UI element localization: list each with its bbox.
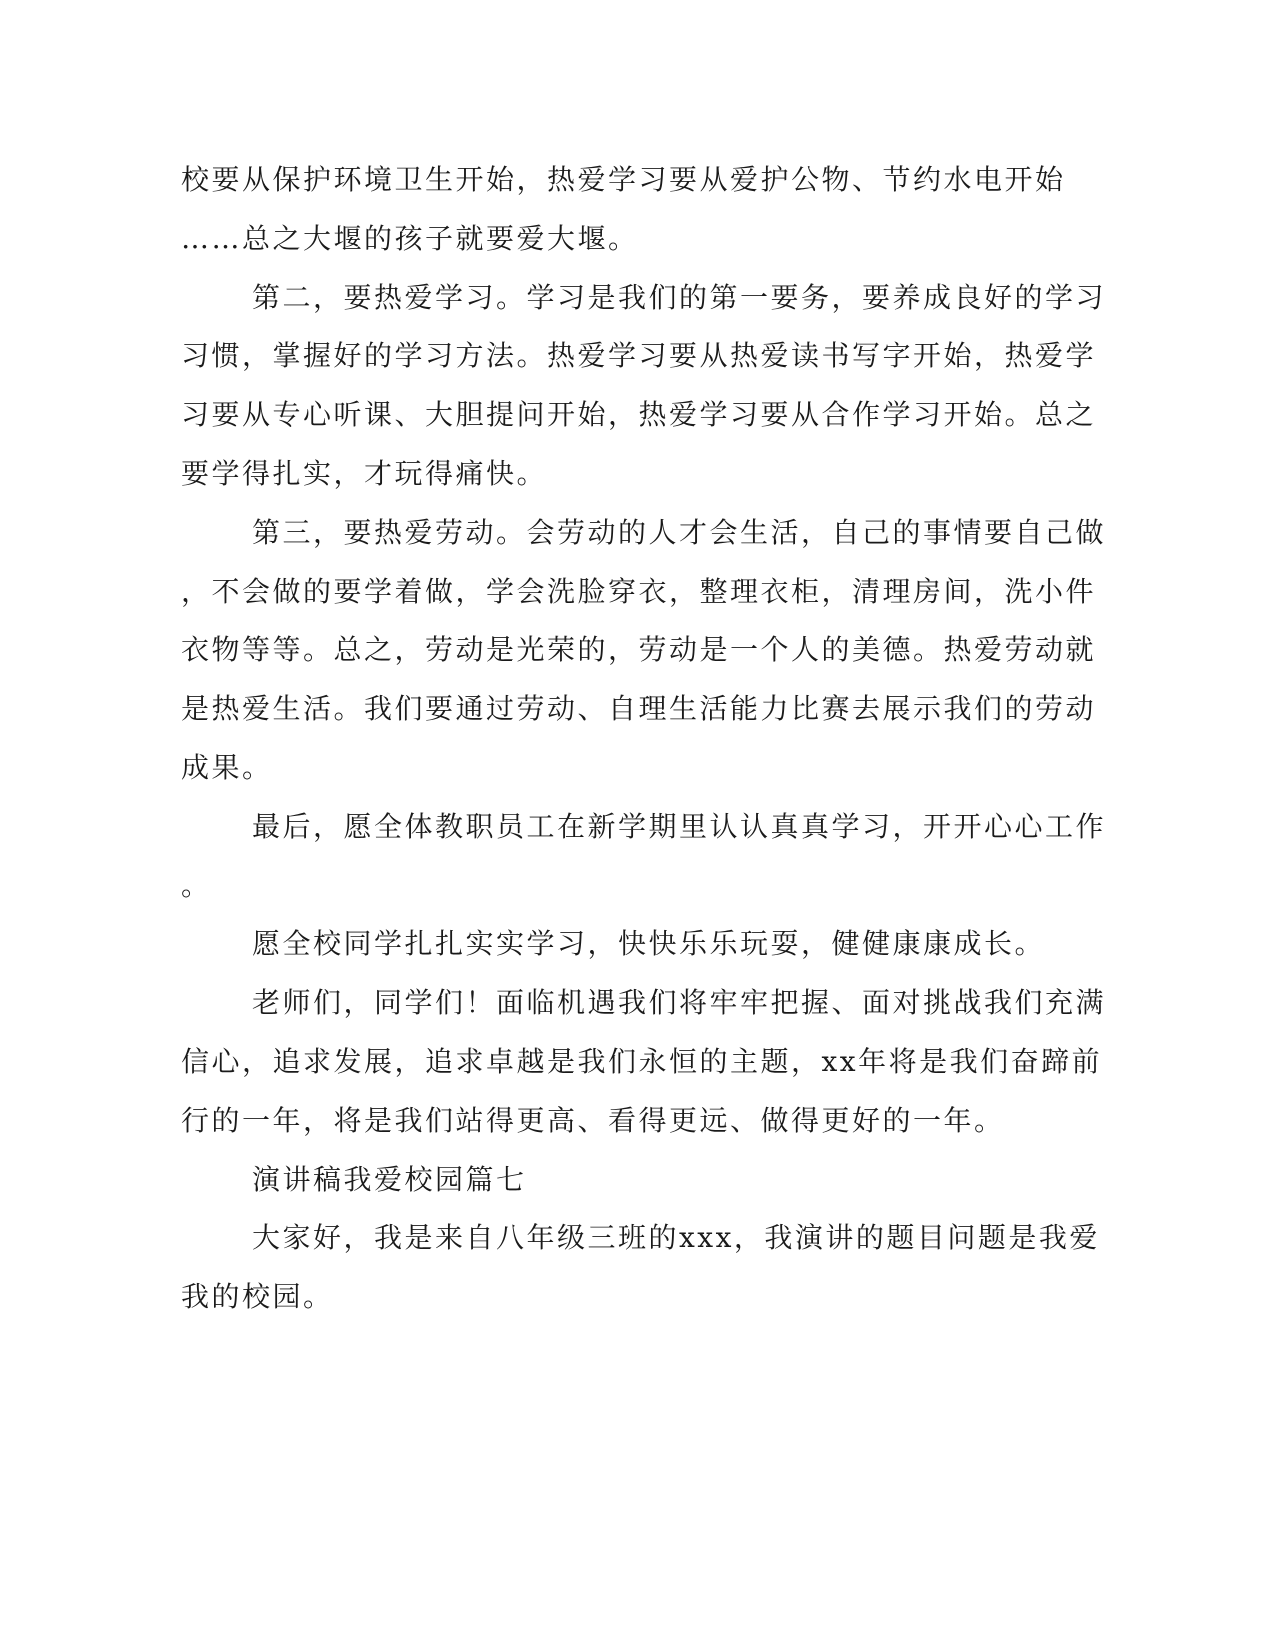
paragraph-first-line: 第二，要热爱学习。学习是我们的第一要务，要养成良好的学习 (252, 281, 1107, 314)
text-line: ，不会做的要学着做，学会洗脸穿衣，整理衣柜，清理房间，洗小件 (181, 575, 1097, 608)
text-line: 。 (181, 869, 212, 902)
text-line: ……总之大堰的孩子就要爱大堰。 (181, 222, 639, 255)
text-line: 校要从保护环境卫生开始，热爱学习要从爱护公物、节约水电开始 (181, 163, 1066, 196)
text-line: 是热爱生活。我们要通过劳动、自理生活能力比赛去展示我们的劳动 (181, 692, 1097, 725)
text-line: 成果。 (181, 751, 273, 784)
text-line: 信心，追求发展，追求卓越是我们永恒的主题，xx年将是我们奋蹄前 (181, 1045, 1103, 1078)
text-line: 行的一年，将是我们站得更高、看得更远、做得更好的一年。 (181, 1104, 1005, 1137)
paragraph-first-line: 老师们，同学们！面临机遇我们将牢牢把握、面对挑战我们充满 (252, 986, 1107, 1019)
text-line: 要学得扎实，才玩得痛快。 (181, 457, 548, 490)
paragraph-first-line: 最后，愿全体教职员工在新学期里认认真真学习，开开心心工作 (252, 810, 1107, 843)
paragraph-first-line: 第三，要热爱劳动。会劳动的人才会生活，自己的事情要自己做 (252, 516, 1107, 549)
text-line: 衣物等等。总之，劳动是光荣的，劳动是一个人的美德。热爱劳动就 (181, 633, 1097, 666)
section-heading: 演讲稿我爱校园篇七 (252, 1163, 527, 1196)
paragraph-first-line: 大家好，我是来自八年级三班的xxx，我演讲的题目问题是我爱 (252, 1221, 1100, 1254)
text-line: 习要从专心听课、大胆提问开始，热爱学习要从合作学习开始。总之 (181, 398, 1097, 431)
paragraph-first-line: 愿全校同学扎扎实实学习，快快乐乐玩耍，健健康康成长。 (252, 927, 1046, 960)
text-line: 我的校园。 (181, 1280, 334, 1313)
text-line: 习惯，掌握好的学习方法。热爱学习要从热爱读书写字开始，热爱学 (181, 339, 1097, 372)
